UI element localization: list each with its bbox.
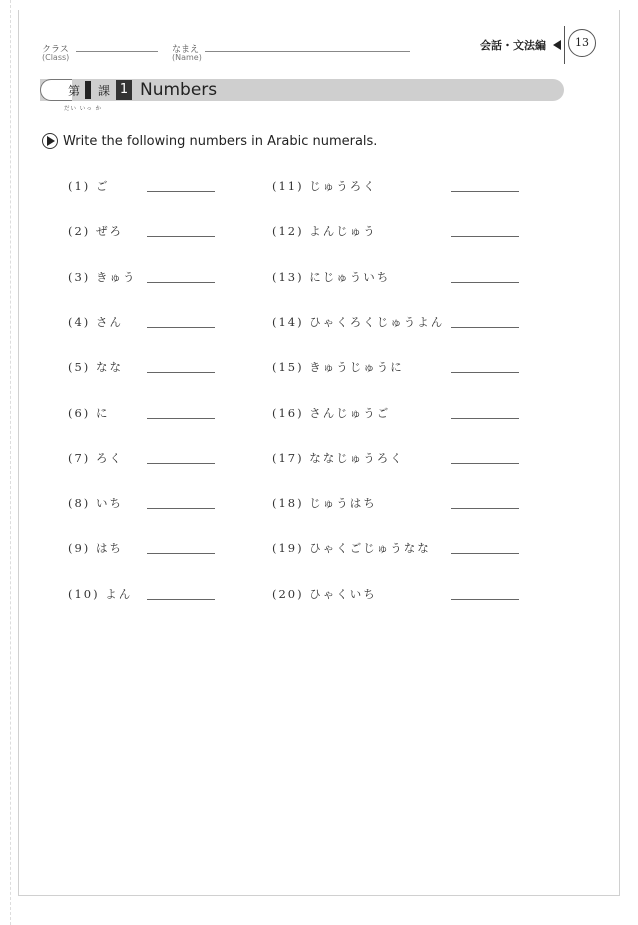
right-item-3: [272, 269, 390, 285]
right-answer-blank-10[interactable]: [451, 599, 519, 600]
left-answer-blank-3[interactable]: [147, 282, 215, 283]
item-kana: ななじゅうろく: [309, 450, 404, 465]
item-kana: さんじゅうご: [309, 405, 391, 420]
section-arrow-icon: [553, 40, 561, 50]
right-item-7: [272, 450, 404, 466]
right-answer-blank-5[interactable]: [451, 372, 519, 373]
left-answer-blank-6[interactable]: [147, 418, 215, 419]
right-answer-blank-3[interactable]: [451, 282, 519, 283]
right-item-10: [272, 586, 377, 602]
right-answer-blank-2[interactable]: [451, 236, 519, 237]
class-label-en: (Class): [42, 53, 70, 62]
left-answer-blank-8[interactable]: [147, 508, 215, 509]
binding-edge: [10, 0, 12, 925]
name-field[interactable]: [205, 51, 410, 52]
item-number: (9): [68, 541, 96, 556]
item-number: (12): [272, 224, 310, 239]
left-item-2: [68, 223, 123, 239]
right-answer-blank-1[interactable]: [451, 191, 519, 192]
item-kana: きゅう: [95, 269, 137, 284]
lesson-furigana: だい いっ か: [64, 106, 102, 112]
left-item-6: [68, 405, 109, 421]
item-number: (5): [68, 360, 96, 375]
left-answer-blank-10[interactable]: [147, 599, 215, 600]
play-icon: [42, 133, 58, 149]
item-number: (7): [68, 450, 96, 465]
item-number: (3): [68, 269, 96, 284]
item-kana: じゅうはち: [309, 496, 377, 511]
item-number: (10): [68, 586, 106, 601]
left-answer-blank-2[interactable]: [147, 236, 215, 237]
instruction-text: Write the following numbers in Arabic numerals.: [63, 134, 378, 149]
item-number: (13): [272, 269, 310, 284]
item-number: (6): [68, 405, 96, 420]
left-item-8: [68, 495, 123, 511]
header-divider: [564, 26, 565, 64]
lesson-number: 1: [116, 80, 132, 100]
right-answer-blank-4[interactable]: [451, 327, 519, 328]
item-kana: ひゃくごじゅうなな: [309, 541, 431, 556]
class-label: クラス: [42, 45, 69, 55]
item-number: (11): [272, 179, 310, 193]
left-answer-blank-4[interactable]: [147, 327, 215, 328]
right-item-8: [272, 495, 377, 511]
left-item-9: [68, 540, 123, 556]
item-kana: よん: [105, 586, 133, 601]
item-number: (16): [272, 405, 310, 420]
item-number: (20): [272, 586, 310, 601]
item-kana: に: [95, 405, 110, 420]
lesson-number-bar: [85, 81, 91, 99]
left-item-1: [68, 178, 109, 194]
lesson-dai: 第: [68, 84, 81, 98]
item-number: (8): [68, 496, 96, 511]
item-number: (19): [272, 541, 310, 556]
item-kana: ひゃくいち: [309, 586, 377, 601]
item-number: (17): [272, 450, 310, 465]
item-kana: さん: [95, 314, 123, 329]
right-item-4: [272, 314, 444, 330]
item-kana: ひゃくろくじゅうよん: [309, 314, 445, 329]
right-answer-blank-9[interactable]: [451, 553, 519, 554]
item-kana: にじゅういち: [309, 269, 391, 284]
item-kana: はち: [95, 541, 123, 556]
item-number: (15): [272, 360, 310, 375]
left-item-7: [68, 450, 123, 466]
item-kana: なな: [95, 360, 123, 375]
item-kana: きゅうじゅうに: [309, 360, 404, 375]
left-answer-blank-5[interactable]: [147, 372, 215, 373]
item-number: (4): [68, 314, 96, 329]
right-item-9: [272, 540, 431, 556]
left-item-3: [68, 269, 136, 285]
item-kana: ろく: [95, 450, 123, 465]
class-field[interactable]: [76, 51, 158, 52]
page-number: 13: [568, 29, 596, 57]
right-answer-blank-8[interactable]: [451, 508, 519, 509]
left-answer-blank-1[interactable]: [147, 191, 215, 192]
name-label-en: (Name): [172, 53, 202, 62]
item-number: (18): [272, 496, 310, 511]
left-answer-blank-9[interactable]: [147, 553, 215, 554]
item-kana: じゅうろく: [309, 179, 377, 193]
item-kana: いち: [95, 496, 123, 511]
right-answer-blank-6[interactable]: [451, 418, 519, 419]
item-kana: ご: [95, 179, 110, 193]
item-kana: ぜろ: [95, 224, 123, 239]
item-kana: よんじゅう: [309, 224, 377, 239]
left-item-10: [68, 586, 132, 602]
right-item-6: [272, 405, 390, 421]
right-item-1: [272, 178, 377, 194]
name-label: なまえ: [172, 45, 200, 55]
right-item-5: [272, 359, 404, 375]
item-number: (2): [68, 224, 96, 239]
right-answer-blank-7[interactable]: [451, 463, 519, 464]
book-section-label: 会話・文法編: [480, 39, 546, 52]
right-item-2: [272, 223, 377, 239]
item-number: (1): [68, 179, 96, 193]
item-number: (14): [272, 314, 310, 329]
left-item-5: [68, 359, 123, 375]
left-item-4: [68, 314, 123, 330]
left-answer-blank-7[interactable]: [147, 463, 215, 464]
lesson-ka: 課: [98, 84, 111, 98]
lesson-title: Numbers: [140, 80, 218, 100]
